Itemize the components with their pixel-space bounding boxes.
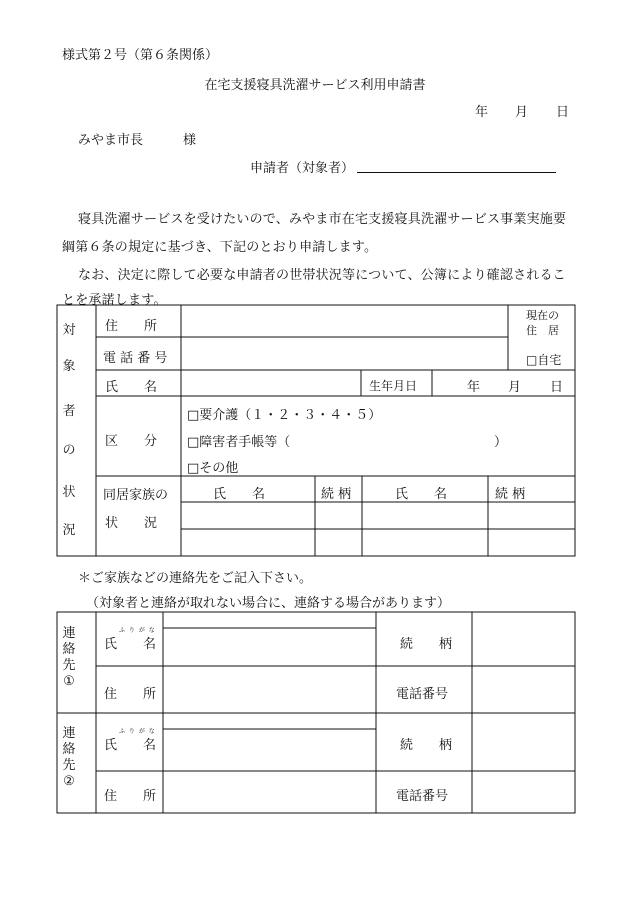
side-char: 者 [62,404,76,419]
side-char: ② [63,774,75,789]
body-line-2: 綱第６条の規定に基づき、下記のとおり申請します。 [62,240,378,255]
birth-month-label: 月 [508,380,522,395]
family-label-2: 状 況 [105,516,158,531]
body-line-3: なお、決定に際して必要な申請者の世帯状況等について、公簿により確認されるこ [78,268,566,283]
category-option-other[interactable]: □その他 [187,461,239,476]
applicant-signature-line[interactable] [357,172,556,173]
date-month-label: 月 [515,105,529,120]
category-option-disability[interactable]: □障害者手帳等（ [187,435,291,450]
current-residence-label-2: 住 居 [526,324,559,337]
contact-2-furigana: ふ り が な [119,728,156,735]
side-char: 状 [62,485,76,500]
body-line-1: 寝具洗濯サービスを受けたいので、みやま市在宅支援寝具洗濯サービス事業実施要 [78,212,567,227]
date-year-label: 年 [475,105,489,120]
family-label: 同居家族の [103,488,169,503]
side-char: 連 [62,726,76,741]
contact-2-address-label: 住 所 [104,789,157,804]
addressee: みやま市長 [78,133,144,148]
name-label: 氏 名 [105,380,158,395]
contact-2-phone-label: 電話番号 [396,789,449,804]
contact-1-furigana: ふ り が な [119,627,156,634]
side-char: 先 [62,658,76,673]
category-option-disability-close: ） [494,435,508,450]
contact-1-name-label: 氏 名 [104,637,157,652]
family-relation-header: 続 柄 [321,487,352,502]
date-day-label: 日 [556,105,570,120]
addressee-honorific: 様 [183,133,197,148]
contact-1-relation-label: 続 柄 [400,637,453,652]
birth-day-label: 日 [550,380,564,395]
side-char: 況 [62,523,76,538]
family-name-header-2: 氏 名 [395,487,448,502]
contact-note-sub: （対象者と連絡が取れない場合に、連絡する場合があります） [86,596,451,611]
phone-label: 電 話 番 号 [103,351,168,366]
contact-1-phone-label: 電話番号 [396,687,449,702]
contact-2-name-label: 氏 名 [104,738,157,753]
category-option-care[interactable]: □要介護（１・２・３・４・５） [187,408,382,423]
category-label: 区 分 [105,434,158,449]
contact-2-relation-label: 続 柄 [400,738,453,753]
birthdate-label: 生年月日 [369,379,418,393]
contact-1-address-label: 住 所 [104,687,157,702]
side-char: の [62,443,76,458]
home-checkbox[interactable]: □自宅 [526,353,562,367]
side-char: 絡 [62,642,76,657]
side-char: 対 [62,323,76,338]
side-char: 象 [62,359,76,374]
birth-year-label: 年 [467,380,481,395]
side-char: 先 [62,758,76,773]
current-residence-label: 現在の [526,309,559,322]
side-char: ① [63,674,75,689]
document-title: 在宅支援寝具洗濯サービス利用申請書 [204,78,426,93]
side-char: 絡 [62,742,76,757]
applicant-label: 申請者（対象者） [250,161,355,176]
family-name-header: 氏 名 [213,487,266,502]
form-number: 様式第２号（第６条関係） [62,48,219,63]
body-line-4: とを承諾します。 [62,293,167,308]
address-label: 住 所 [105,319,158,334]
contact-note: ＊ご家族などの連絡先をご記入下さい。 [78,571,313,586]
family-relation-header-2: 続 柄 [495,487,526,502]
side-char: 連 [62,626,76,641]
